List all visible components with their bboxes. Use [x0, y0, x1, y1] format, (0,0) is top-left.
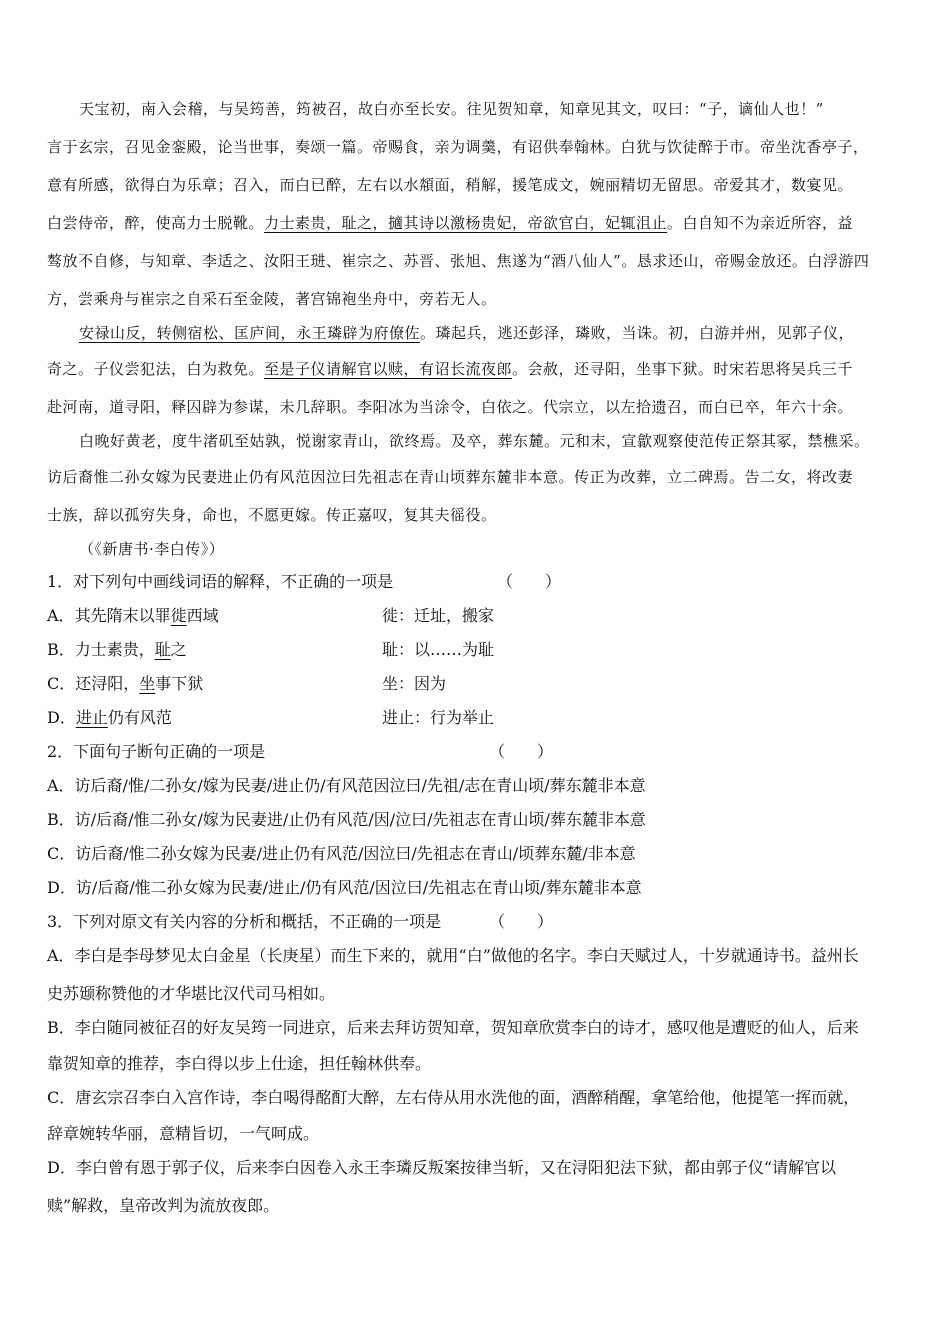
underlined-word: 进止: [75, 708, 108, 727]
option-text: 还浔阳，: [75, 674, 140, 693]
passage-text: 。会赦，还寻阳，坐事下狱。时宋若思将吴兵三千: [512, 360, 854, 378]
passage-line: 言于玄宗，召见金銮殿，论当世事，奏颂一篇。帝赐食，亲为调羹，有诏供奉翰林。白犹与饮徒醉于市。帝坐沈香亭子，: [47, 138, 869, 156]
option-text: 其先隋末以罪: [74, 606, 171, 625]
option-text: 力士素贵，: [74, 640, 155, 659]
q2-stem-text: 2．下面句子断句正确的一项是: [47, 742, 266, 761]
option-key: A．: [47, 606, 75, 625]
passage-line: 方，尝乘舟与崔宗之自采石至金陵，著宫锦袍坐舟中，旁若无人。: [47, 290, 497, 308]
q2-option-b: B．访/后裔/惟二孙女/嫁为民妻进/止仍有风范/因/泣曰/先祖志在青山顷/葬东麓非本意: [47, 810, 646, 829]
q3-stem-text: 3．下列对原文有关内容的分析和概括，不正确的一项是: [47, 912, 442, 931]
option-gloss: 徙：迁址，搬家: [382, 606, 495, 625]
q2-option-c: C．访后裔/惟二孙女嫁为民妻/进止仍有风范/因泣曰/先祖志在青山/顷葬东麓/非本意: [47, 844, 636, 863]
q1-stem-text: 1．对下列句中画线词语的解释，不正确的一项是: [47, 572, 394, 591]
q2-option-a: A．访后裔/惟/二孙女/嫁为民妻/进止仍/有风范因泣曰/先祖/志在青山顷/葬东麓非本意: [47, 776, 646, 795]
q1-option-a: [47, 604, 907, 628]
passage-line: 赴河南，道寻阳，释囚辟为参谋，未几辞职。李阳冰为当涂令，白依之。代宗立，以左拾遗召，而白已卒，年六十余。: [47, 398, 854, 416]
q3-option-c: C．唐玄宗召李白入宫作诗，李白喝得酩酊大醉，左右侍从用水洗他的面，酒醉稍醒，拿笔给他，他提笔一挥而就，: [47, 1088, 860, 1107]
option-key: B．: [47, 640, 75, 659]
passage-line: 意有所感，欲得白为乐章；召入，而白已醉，左右以水頮面，稍解，援笔成文，婉丽精切无留思。帝爱其才，数宴见。: [47, 176, 854, 194]
passage-text: 白尝侍帝，醉，使高力士脱靴。: [47, 214, 265, 232]
option-gloss: 进止：行为举止: [382, 708, 495, 727]
q3-option-a: A．李白是李母梦见太白金星（长庚星）而生下来的，就用“白”做他的名字。李白天赋过人，十岁就通诗书。益州长: [47, 946, 859, 965]
q3-option-d-cont: 赎”解救，皇帝改判为流放夜郎。: [47, 1196, 280, 1215]
passage-line: 骜放不自修，与知章、李适之、汝阳王琎、崔宗之、苏晋、张旭、焦遂为“酒八仙人”。恳求还山，帝赐金放还。白浮游四: [47, 252, 870, 270]
underlined-sentence: 安禄山反，转侧宿松、匡庐间，永王璘辟为府僚佐: [79, 324, 421, 342]
option-key: C．: [47, 674, 76, 693]
underlined-sentence: 力士素贵，耻之，擿其诗以激杨贵妃，帝欲官白，妃辄沮止: [264, 214, 668, 232]
underlined-word: 徙: [170, 606, 187, 625]
passage-line: [47, 358, 853, 380]
q3-option-b: B．李白随同被征召的好友吴筠一同进京，后来去拜访贺知章，贺知章欣赏李白的诗才，感叹他是遭贬的仙人，后来: [47, 1018, 859, 1037]
passage-text: 奇之。子仪尝犯法，白为救免。: [47, 360, 265, 378]
option-text: 西域: [186, 606, 219, 625]
underlined-word: 坐: [139, 674, 156, 693]
option-key: D．: [47, 708, 76, 727]
passage-line: [47, 212, 853, 234]
passage-text: 。璘起兵，逃还彭泽，璘败，当诛。初，白游并州，见郭子仪，: [420, 324, 855, 342]
q3-option-d: D．李白曾有恩于郭子仪，后来李白因卷入永王李璘反叛案按律当斩，又在浔阳犯法下狱，都由郭子仪“请解官以: [47, 1158, 837, 1177]
q1-stem: [47, 570, 907, 594]
option-text: 之: [170, 640, 187, 659]
q3-option-a-cont: 史苏颋称赞他的才华堪比汉代司马相如。: [47, 984, 336, 1003]
q1-option-b: [47, 638, 907, 662]
passage-line: 天宝初，南入会稽，与吴筠善，筠被召，故白亦至长安。往见贺知章，知章见其文，叹曰：“子，谪仙人也！”: [79, 100, 824, 118]
passage-text: 。白自知不为亲近所容，益: [667, 214, 854, 232]
passage-line: 白晚好黄老，度牛渚矶至姑孰，悦谢家青山，欲终焉。及卒，葬东麓。元和末，宣歙观察使范传正祭其冢，禁樵采。: [79, 432, 870, 450]
q3-option-b-cont: 靠贺知章的推荐，李白得以步上仕途，担任翰林供奉。: [47, 1054, 432, 1073]
option-gloss: 坐：因为: [382, 674, 447, 693]
answer-paren: （ ）: [497, 572, 562, 591]
q3-option-c-cont: 辞章婉转华丽，意精旨切，一气呵成。: [47, 1124, 320, 1143]
passage-line: [79, 322, 854, 344]
q2-stem: [47, 740, 907, 764]
answer-paren: （ ）: [489, 742, 554, 761]
underlined-word: 耻: [154, 640, 171, 659]
option-text: 仍有风范: [107, 708, 172, 727]
q1-option-d: [47, 706, 907, 730]
option-text: 事下狱: [155, 674, 204, 693]
q3-stem: [47, 910, 907, 934]
q2-option-d: D．访/后裔/惟二孙女嫁为民妻/进止/仍有风范/因泣曰/先祖志在青山顷/葬东麓非本意: [47, 878, 642, 897]
passage-line: 访后裔惟二孙女嫁为民妻进止仍有风范因泣曰先祖志在青山顷葬东麓非本意。传正为改葬，立二碑焉。告二女，将改妻: [47, 468, 854, 486]
option-gloss: 耻：以……为耻: [382, 640, 495, 659]
q1-option-c: [47, 672, 907, 696]
passage-line: 士族，辞以孤穷失身，命也，不愿更嫁。传正嘉叹，复其夫徭役。: [47, 506, 497, 524]
answer-paren: （ ）: [489, 912, 554, 931]
underlined-sentence: 至是子仪请解官以赎，有诏长流夜郎: [264, 360, 513, 378]
passage-source: （《新唐书·李白传》）: [79, 540, 225, 558]
